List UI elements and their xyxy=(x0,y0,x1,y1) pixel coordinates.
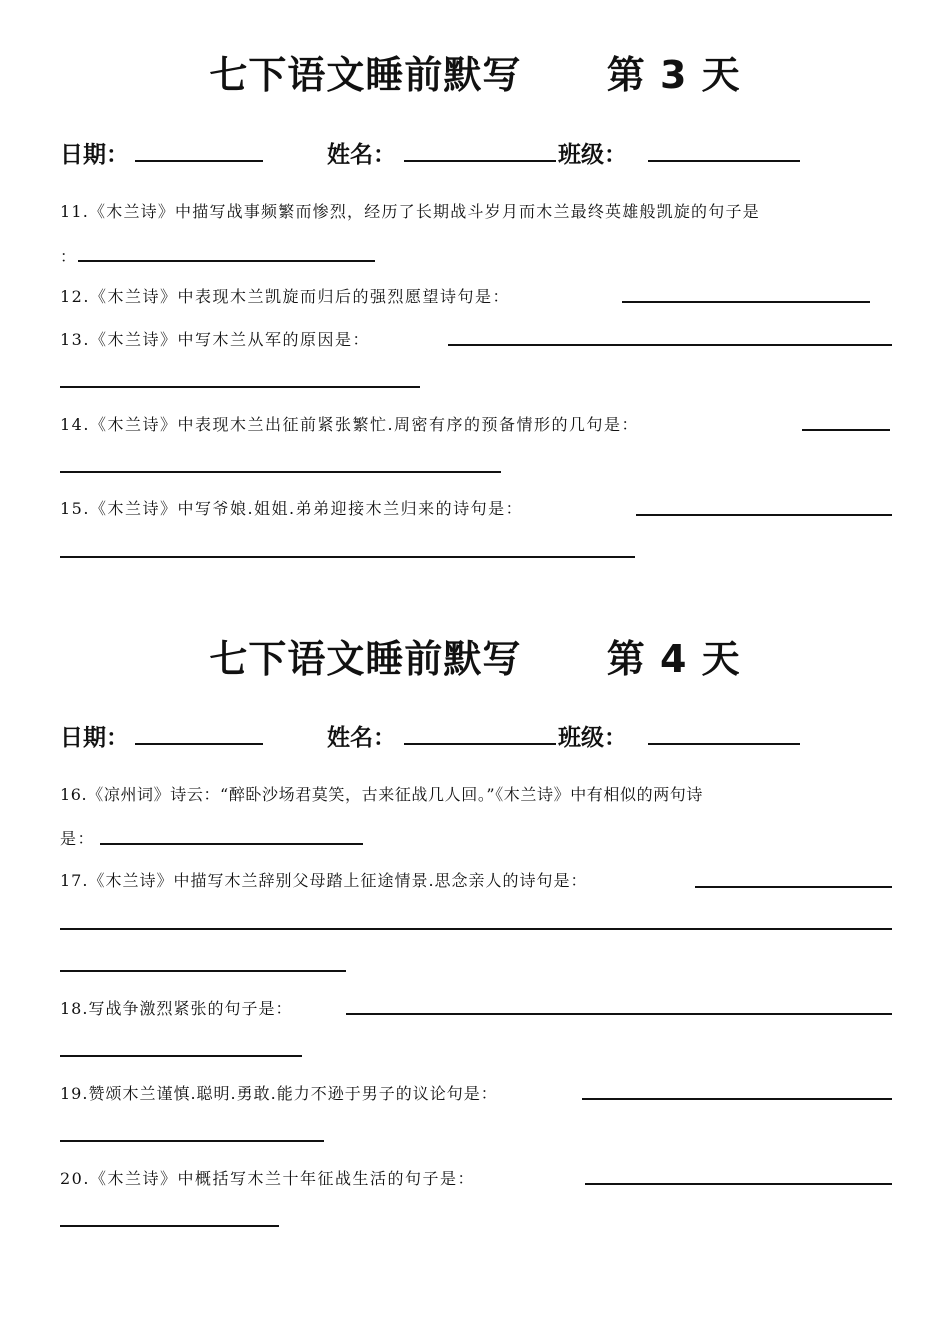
page-title-day-3: 七下语文睡前默写 第 3 天 xyxy=(209,53,741,97)
date-label: 日期： xyxy=(60,142,129,168)
answer-line-13b[interactable] xyxy=(60,386,420,388)
name-label: 姓名： xyxy=(327,725,396,751)
date-label: 日期： xyxy=(60,725,129,751)
answer-line-18a[interactable] xyxy=(346,1013,892,1015)
question-19: 19.赞颂木兰谨慎.聪明.勇敢.能力不逊于男子的议论句是： xyxy=(60,1084,498,1103)
answer-line-17b[interactable] xyxy=(60,928,892,930)
question-15: 15.《木兰诗》中写爷娘.姐姐.弟弟迎接木兰归来的诗句是： xyxy=(60,499,524,518)
answer-line-14a[interactable] xyxy=(802,429,890,431)
question-16-continued: 是： xyxy=(60,829,96,848)
answer-line-19b[interactable] xyxy=(60,1140,324,1142)
name-label: 姓名： xyxy=(327,142,396,168)
answer-line-19a[interactable] xyxy=(582,1098,892,1100)
answer-line-20b[interactable] xyxy=(60,1225,279,1227)
question-11-continued: ： xyxy=(60,247,78,266)
name-field[interactable] xyxy=(404,743,556,745)
answer-line-13a[interactable] xyxy=(448,344,892,346)
question-12: 12.《木兰诗》中表现木兰凯旋而归后的强烈愿望诗句是： xyxy=(60,287,510,306)
date-field[interactable] xyxy=(135,160,263,162)
class-field[interactable] xyxy=(648,160,800,162)
class-label: 班级： xyxy=(558,725,627,751)
question-16: 16.《凉州词》诗云：“醉卧沙场君莫笑，古来征战几人回。”《木兰诗》中有相似的两句诗 xyxy=(60,785,704,804)
date-field[interactable] xyxy=(135,743,263,745)
question-11: 11.《木兰诗》中描写战事频繁而惨烈，经历了长期战斗岁月而木兰最终英雄般凯旋的句子是 xyxy=(60,202,760,221)
question-13: 13.《木兰诗》中写木兰从军的原因是： xyxy=(60,330,370,349)
class-field[interactable] xyxy=(648,743,800,745)
answer-line-16[interactable] xyxy=(100,843,363,845)
question-18: 18.写战争激烈紧张的句子是： xyxy=(60,999,293,1018)
page-title-day-4: 七下语文睡前默写 第 4 天 xyxy=(209,637,741,681)
answer-line-17c[interactable] xyxy=(60,970,346,972)
answer-line-11[interactable] xyxy=(78,260,375,262)
answer-line-17a[interactable] xyxy=(695,886,892,888)
answer-line-15b[interactable] xyxy=(60,556,635,558)
answer-line-18b[interactable] xyxy=(60,1055,302,1057)
question-17: 17.《木兰诗》中描写木兰辞别父母踏上征途情景.思念亲人的诗句是： xyxy=(60,871,588,890)
answer-line-15a[interactable] xyxy=(636,514,892,516)
answer-line-14b[interactable] xyxy=(60,471,501,473)
name-field[interactable] xyxy=(404,160,556,162)
answer-line-12[interactable] xyxy=(622,301,870,303)
question-14: 14.《木兰诗》中表现木兰出征前紧张繁忙.周密有序的预备情形的几句是： xyxy=(60,415,640,434)
answer-line-20a[interactable] xyxy=(585,1183,892,1185)
class-label: 班级： xyxy=(558,142,627,168)
question-20: 20.《木兰诗》中概括写木兰十年征战生活的句子是： xyxy=(60,1169,475,1188)
